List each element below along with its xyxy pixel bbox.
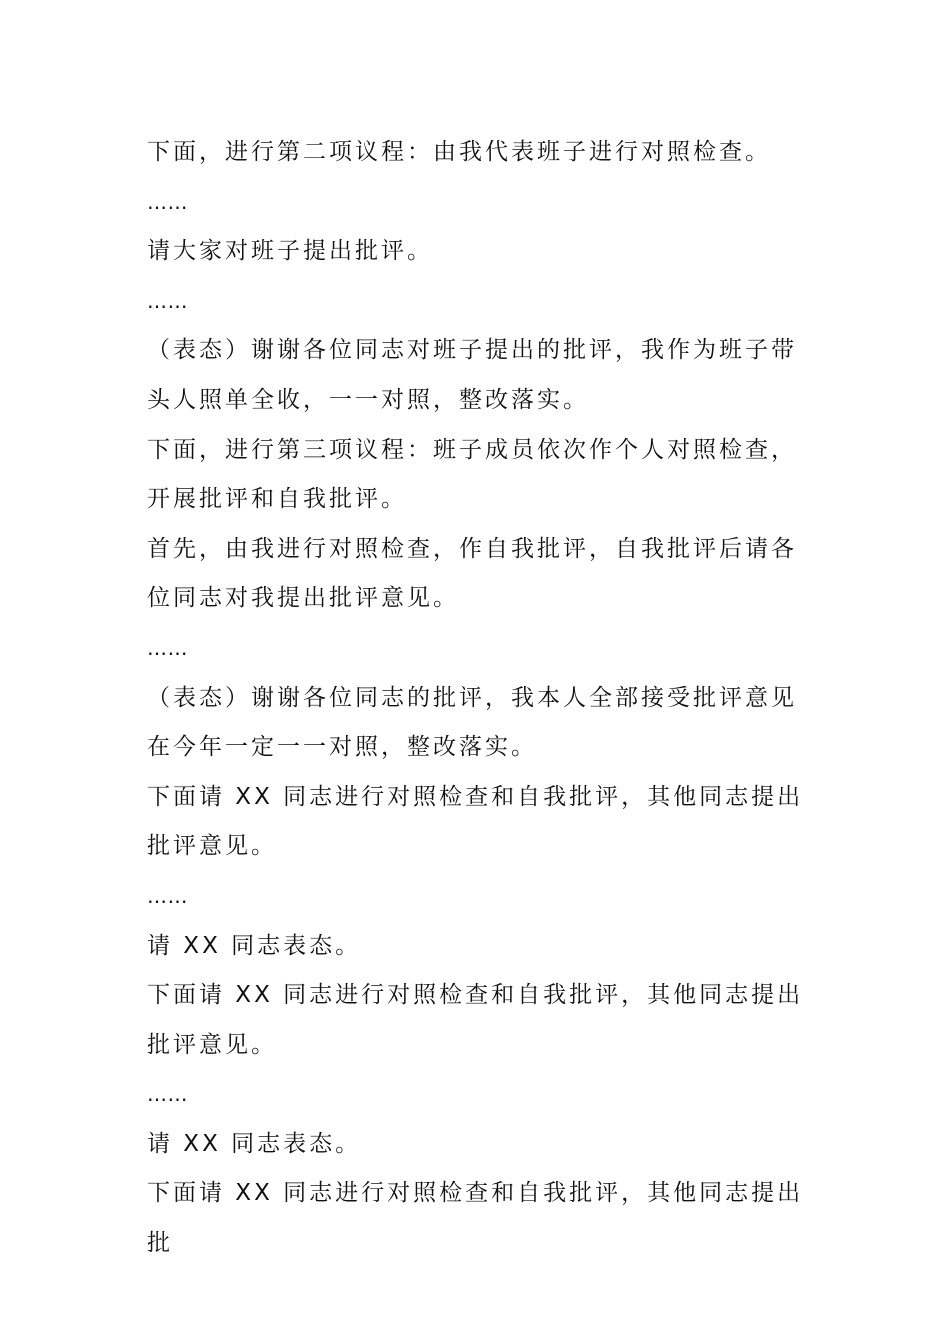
ellipsis-line: …… <box>147 635 188 660</box>
paragraph: 请 XX 同志表态。 <box>147 1130 362 1157</box>
paragraph: （表态）谢谢各位同志的批评，我本人全部接受批评意见在今年一定一一对照，整改落实。 <box>147 684 797 761</box>
paragraph: 首先，由我进行对照检查，作自我批评，自我批评后请各位同志对我提出批评意见。 <box>147 535 797 612</box>
paragraph: 请 XX 同志表态。 <box>147 932 362 959</box>
ellipsis-line: …… <box>147 189 188 214</box>
ellipsis-line: …… <box>147 288 188 313</box>
paragraph: （表态）谢谢各位同志对班子提出的批评，我作为班子带头人照单全收，一一对照，整改落实。 <box>147 337 797 413</box>
ellipsis-line: …… <box>147 1082 188 1107</box>
document-body <box>147 128 807 1269</box>
paragraph: 下面请 XX 同志进行对照检查和自我批评，其他同志提出批 <box>147 1180 804 1257</box>
paragraph: 下面，进行第三项议程：班子成员依次作个人对照检查，开展批评和自我批评。 <box>147 436 797 513</box>
paragraph: 下面，进行第二项议程：由我代表班子进行对照检查。 <box>147 139 771 165</box>
ellipsis-line: …… <box>147 883 188 908</box>
paragraph: 下面请 XX 同志进行对照检查和自我批评，其他同志提出批评意见。 <box>147 982 804 1058</box>
paragraph: 下面请 XX 同志进行对照检查和自我批评，其他同志提出批评意见。 <box>147 783 804 860</box>
paragraph: 请大家对班子提出批评。 <box>147 238 433 265</box>
